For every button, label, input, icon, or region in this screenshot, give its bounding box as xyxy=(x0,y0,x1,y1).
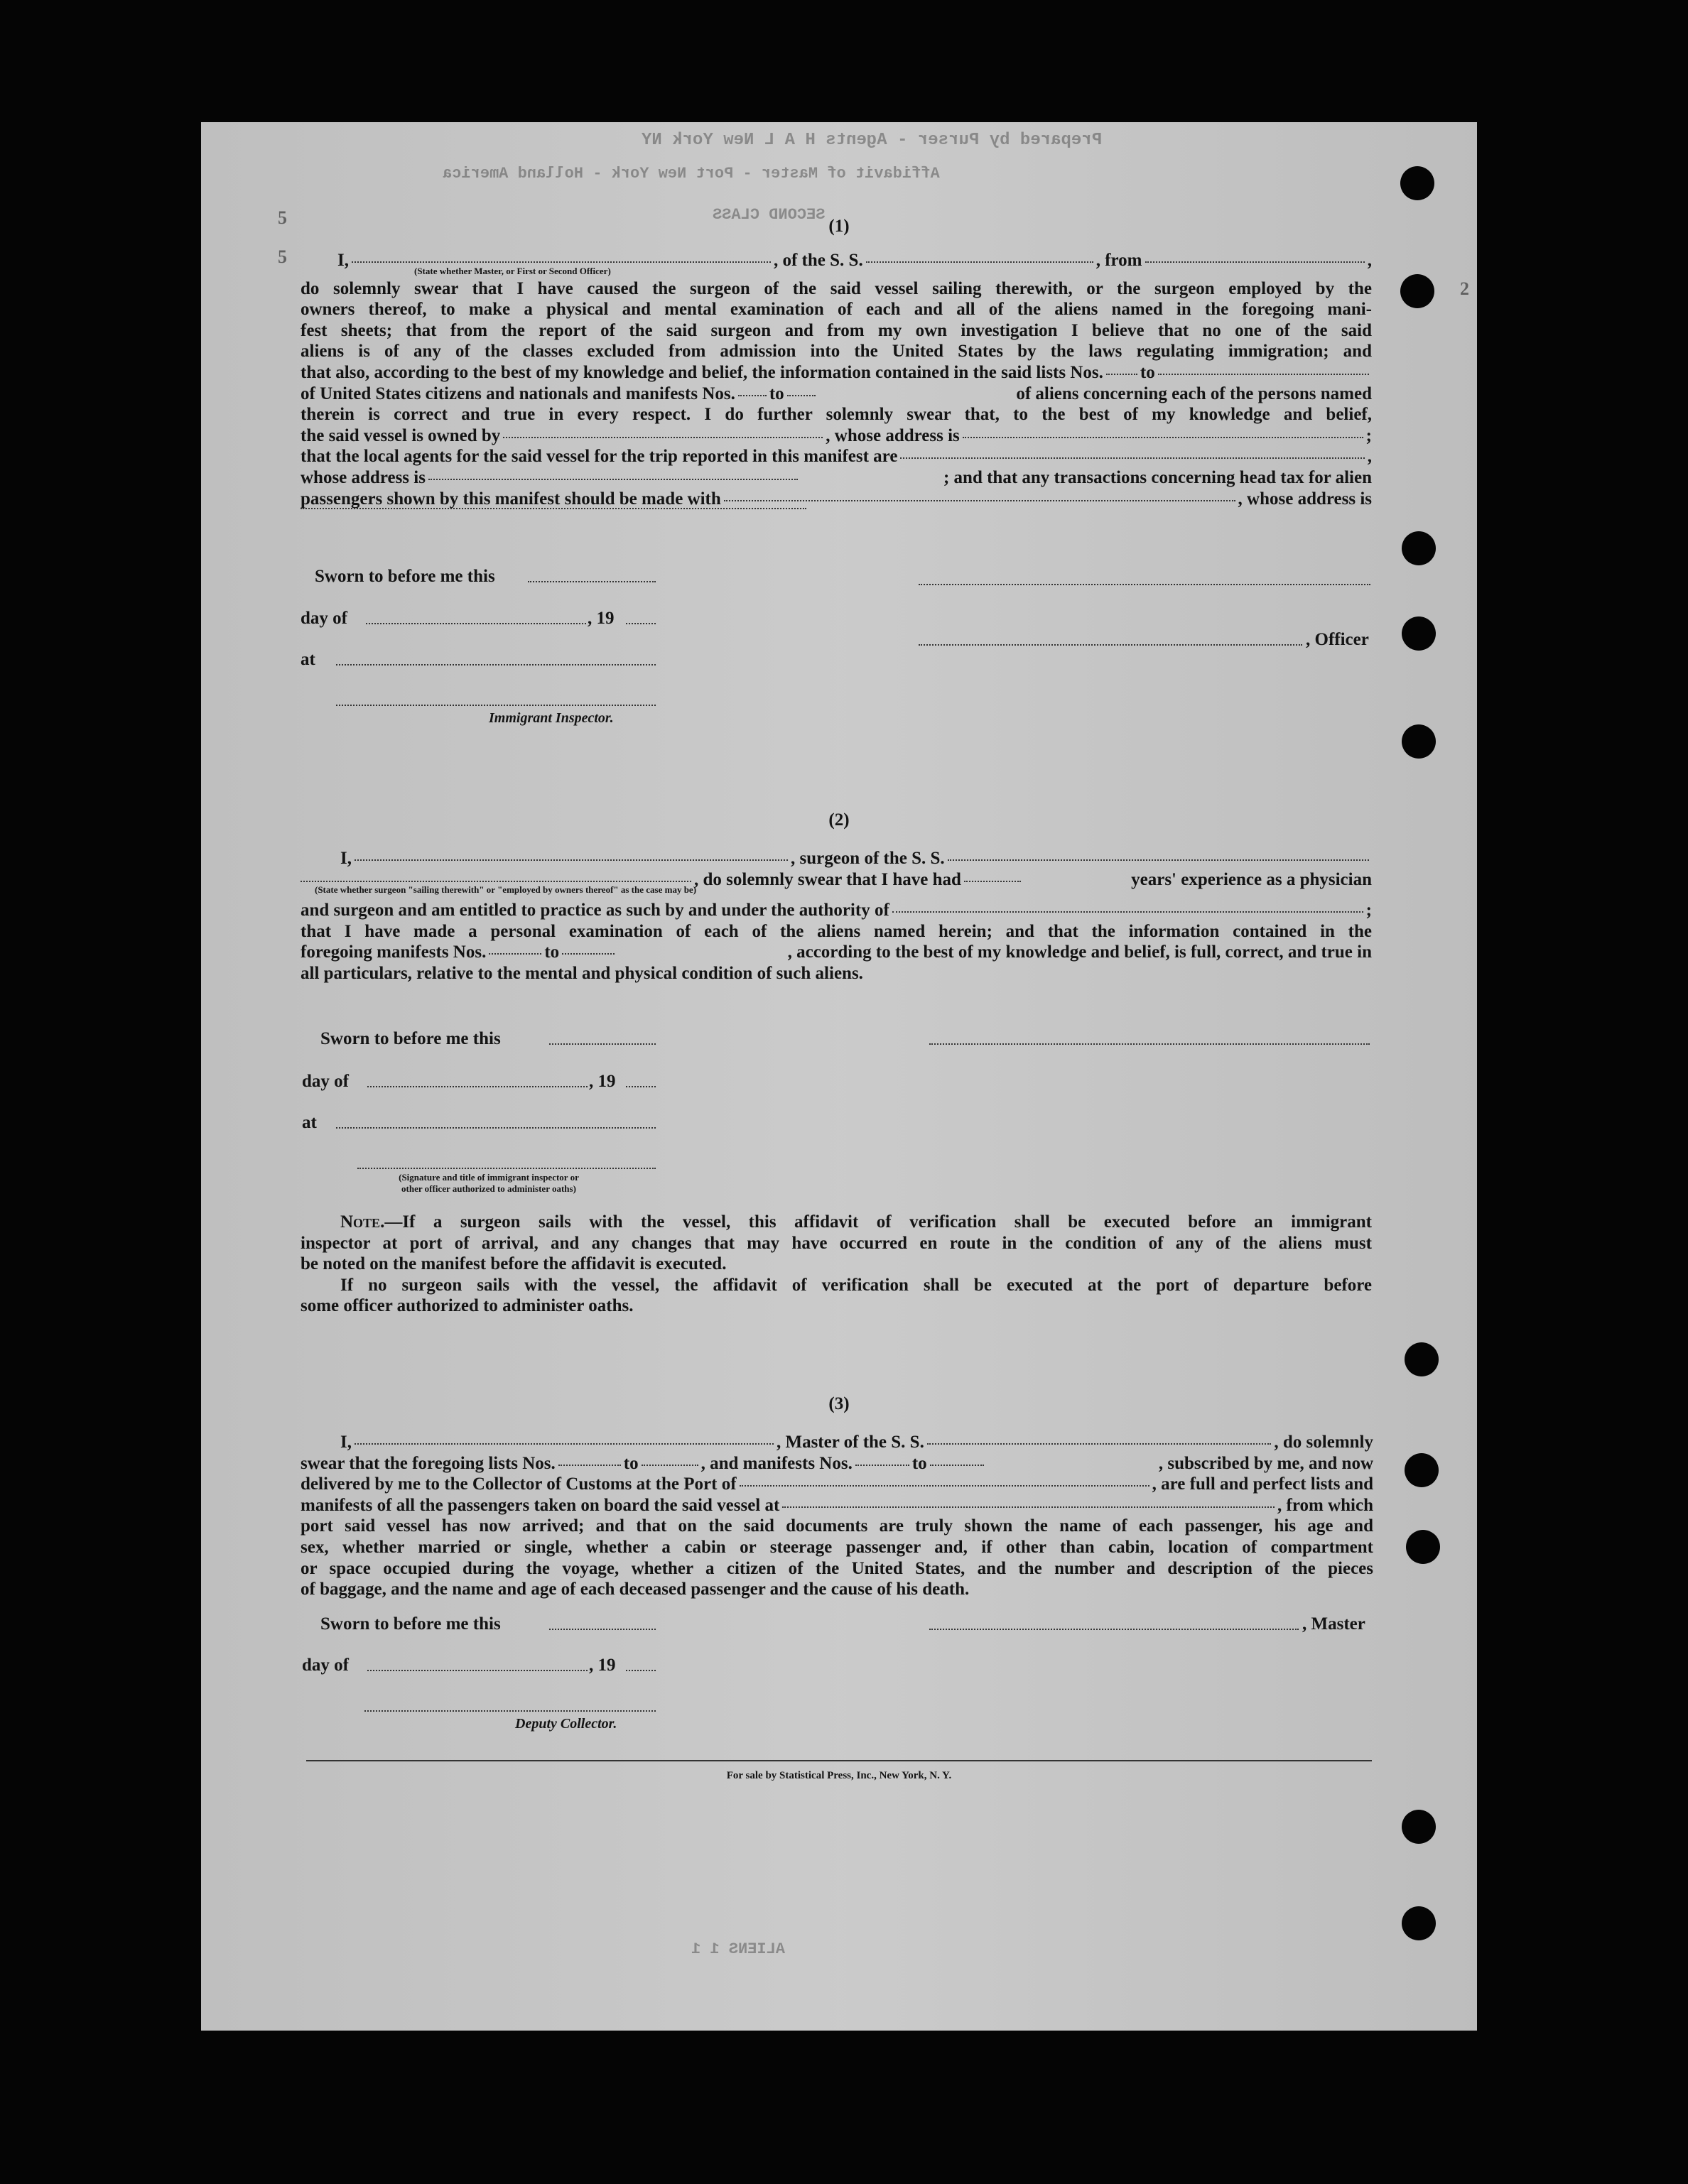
section2-heading: (2) xyxy=(828,810,850,830)
punch-hole xyxy=(1405,1453,1439,1487)
section1-sworn-label: Sworn to before me this xyxy=(315,567,495,586)
text-foregoing-manifests: foregoing manifests Nos. xyxy=(301,942,487,962)
footer-rule xyxy=(306,1760,1372,1761)
section1-para-line: owners thereof, to make a physical and mental examination of each and all of the aliens named in the foregoing mani- xyxy=(301,300,1372,320)
master-name-field[interactable] xyxy=(355,1442,774,1445)
section1-year-field[interactable] xyxy=(626,623,656,624)
section2-sig-hint-2: other officer authorized to administer oaths) xyxy=(401,1183,576,1194)
text-head-tax: ; and that any transactions concerning head tax for alien xyxy=(943,467,1372,487)
manifests-from-field[interactable] xyxy=(738,393,767,396)
punch-hole xyxy=(1400,274,1434,308)
punch-hole xyxy=(1402,1810,1436,1844)
stamp-left-partial: 2 xyxy=(1460,278,1469,299)
section1-text xyxy=(301,250,1372,523)
surgeon-type-field[interactable] xyxy=(301,879,691,882)
years-experience-field[interactable] xyxy=(964,879,1021,882)
section3-para-line: of baggage, and the name and age of each deceased passenger and the cause of his death. xyxy=(301,1580,970,1599)
note-line: be noted on the manifest before the affidavit is executed. xyxy=(301,1254,727,1274)
section1-line10 xyxy=(301,446,1372,467)
master-lists-to-field[interactable] xyxy=(642,1463,698,1466)
section1-para-line: therein is correct and true in every respect. I do further solemnly swear that, to the best of my knowledge and belief, xyxy=(301,405,1372,425)
note-label: Note. xyxy=(340,1212,385,1232)
text-local-agents: that the local agents for the said vessel for the trip reported in this manifest are xyxy=(301,447,898,467)
section1-para-line: aliens is of any of the classes excluded from admission into the United States by the laws regulating immigration; and xyxy=(301,342,1372,362)
text-subscribed: , subscribed by me, and now xyxy=(1158,1453,1373,1473)
text-owned-by: the said vessel is owned by xyxy=(301,425,501,445)
section3-master-signature[interactable] xyxy=(929,1629,1299,1630)
master-vessel-field[interactable] xyxy=(927,1442,1272,1445)
section3-line2 xyxy=(301,1453,1373,1474)
section3-para-line: sex, whether married or single, whether a cabin or steerage passenger and, if other than cabin, location of compartment xyxy=(301,1537,1373,1557)
text-master-of-ss: , Master of the S. S. xyxy=(776,1433,924,1452)
section1-line9 xyxy=(301,425,1372,447)
punch-hole xyxy=(1402,1906,1436,1940)
text-whose-address: , whose address is xyxy=(1238,489,1372,509)
section3-year-label: , 19 xyxy=(589,1656,616,1675)
text-aliens-concerning: of aliens concerning each of the persons named xyxy=(1016,384,1372,403)
note-line: inspector at port of arrival, and any changes that may have occurred en route in the condition of any of the aliens must xyxy=(301,1233,1372,1253)
section2-para-line: that I have made a personal examination of each of the aliens named herein; and that the information contained in the xyxy=(301,921,1372,941)
text-whose-address: , whose address is xyxy=(826,425,960,445)
note-line: some officer authorized to administer oaths. xyxy=(301,1296,634,1316)
text-years-experience: years' experience as a physician xyxy=(1131,869,1372,889)
manifest-page xyxy=(201,122,1477,2031)
section3-collector-signature[interactable] xyxy=(364,1710,656,1712)
section3-para-line: or space occupied during the voyage, whether a citizen of the United States, and the number and description of the pieces xyxy=(301,1558,1373,1578)
port-field[interactable] xyxy=(740,1484,1149,1487)
stamp-top-line: Prepared by Purser - Agents H A L New York NY xyxy=(642,131,1103,150)
note-line: If no surgeon sails with the vessel, the affidavit of verification shall be executed at the port of departure before xyxy=(340,1275,1372,1295)
section3-sworn-label: Sworn to before me this xyxy=(320,1614,501,1634)
text-made-with: passengers shown by this manifest should be made with xyxy=(301,489,721,509)
text-to: to xyxy=(911,1453,927,1473)
punch-hole xyxy=(1400,166,1434,200)
section3-master-label: , Master xyxy=(1302,1614,1365,1634)
section1-line7 xyxy=(301,384,1372,405)
section3-text xyxy=(301,1432,1373,1600)
officer-hint: (State whether Master, or First or Second Officer) xyxy=(414,265,611,276)
surgeon-vessel-field[interactable] xyxy=(948,858,1369,861)
master-lists-from-field[interactable] xyxy=(558,1463,621,1466)
section2-day-label: day of xyxy=(302,1072,349,1091)
text-manifests-nos: of United States citizens and nationals and manifests Nos. xyxy=(301,384,735,403)
text-lists-nos: that also, according to the best of my knowledge and belief, the information contained in the said lists Nos. xyxy=(301,362,1103,382)
surgeon-manifests-to-field[interactable] xyxy=(562,952,615,955)
section1-officer-label: , Officer xyxy=(1306,630,1369,649)
section2-year-label: , 19 xyxy=(589,1072,616,1091)
text-from-which: , from which xyxy=(1277,1495,1373,1515)
text-taken-on-board: manifests of all the passengers taken on board the said vessel at xyxy=(301,1495,780,1515)
section1-line13 xyxy=(301,509,1372,523)
head-tax-party-field[interactable] xyxy=(724,499,1235,501)
stamp-bottom: ALIENS 1 1 xyxy=(691,1940,786,1958)
text-semicolon: ; xyxy=(1365,901,1372,920)
local-agents-field[interactable] xyxy=(900,456,1364,459)
text-of-ss: , of the S. S. xyxy=(773,251,863,270)
owner-address-field[interactable] xyxy=(963,435,1363,438)
section1-line6 xyxy=(301,362,1372,384)
section1-day-field[interactable] xyxy=(366,623,586,624)
stamp-mid-right: 5 xyxy=(278,246,287,267)
lists-to-field[interactable] xyxy=(1158,372,1369,375)
from-port-field[interactable] xyxy=(1145,260,1365,263)
text-semicolon: ; xyxy=(1365,425,1372,445)
section2-sworn-field[interactable] xyxy=(549,1043,656,1045)
text-whose-address: whose address is xyxy=(301,467,426,487)
text-full-correct: , according to the best of my knowledge and belief, is full, correct, and true in xyxy=(787,942,1372,962)
section2-line5 xyxy=(301,942,1372,963)
section3-day-field[interactable] xyxy=(367,1670,588,1671)
text-to: to xyxy=(544,942,560,962)
surgeon-manifests-from-field[interactable] xyxy=(489,952,541,955)
manifests-to-field[interactable] xyxy=(787,393,816,396)
vessel-name-field[interactable] xyxy=(866,260,1093,263)
section3-line3 xyxy=(301,1474,1373,1495)
punch-hole xyxy=(1405,1342,1439,1376)
section1-line11 xyxy=(301,467,1372,489)
section2-surgeon-signature[interactable] xyxy=(929,1043,1370,1045)
section1-sworn-field[interactable] xyxy=(528,581,656,582)
text-to: to xyxy=(769,384,784,403)
section2-text xyxy=(301,848,1372,984)
punch-hole xyxy=(1402,724,1436,759)
section1-para-line: fest sheets; that from the report of the said surgeon and from my own investigation I believe that no one of the said xyxy=(301,320,1372,340)
section1-at-field[interactable] xyxy=(336,664,656,665)
punch-hole xyxy=(1402,616,1436,651)
note-line1 xyxy=(301,1212,1372,1233)
text-to: to xyxy=(1140,362,1155,382)
section3-year-field[interactable] xyxy=(626,1670,656,1671)
section1-inspector-label: Immigrant Inspector. xyxy=(489,710,614,726)
section2-inspector-signature[interactable] xyxy=(357,1168,656,1169)
text-from: , from xyxy=(1095,251,1142,270)
section1-day-label: day of xyxy=(301,609,347,628)
text-I: I, xyxy=(337,251,349,270)
section1-at-label: at xyxy=(301,650,315,669)
section2-sig-hint-1: (Signature and title of immigrant inspector or xyxy=(399,1172,579,1183)
text-solemnly-swear: , do solemnly swear that I have had xyxy=(694,869,961,889)
text-to: to xyxy=(623,1453,639,1473)
section3-line4 xyxy=(301,1495,1373,1516)
text-collector-of-customs: delivered by me to the Collector of Customs at the Port of xyxy=(301,1474,737,1494)
stamp-third-line: SECOND CLASS xyxy=(713,206,826,224)
section3-line1 xyxy=(301,1432,1373,1453)
section3-sworn-field[interactable] xyxy=(549,1629,656,1630)
embarkation-port-field[interactable] xyxy=(782,1505,1275,1508)
section3-para-line: port said vessel has now arrived; and that on the said documents are truly shown the name of each passenger, his age and xyxy=(301,1516,1373,1536)
note-block xyxy=(301,1212,1372,1317)
section2-para-line: all particulars, relative to the mental and physical condition of such aliens. xyxy=(301,963,863,983)
text-foregoing-lists: swear that the foregoing lists Nos. xyxy=(301,1453,556,1473)
punch-hole xyxy=(1406,1530,1440,1564)
section2-line1 xyxy=(301,848,1372,869)
text-full-and-perfect: , are full and perfect lists and xyxy=(1152,1474,1373,1494)
section2-day-field[interactable] xyxy=(367,1086,588,1087)
section1-inspector-signature[interactable] xyxy=(336,705,656,706)
section2-line3 xyxy=(301,900,1372,921)
master-manifests-from-field[interactable] xyxy=(855,1463,909,1466)
lists-from-field[interactable] xyxy=(1106,372,1137,375)
stamp-mid-left: 5 xyxy=(278,207,287,228)
text-I: I, xyxy=(340,1433,352,1452)
surgeon-hint: (State whether surgeon "sailing therewith" or "employed by owners thereof" as the case may be) xyxy=(315,884,697,896)
footer-publisher: For sale by Statistical Press, Inc., New York, N. Y. xyxy=(726,1770,952,1781)
text-do-solemnly: , do solemnly xyxy=(1274,1433,1373,1452)
section1-officer-signature[interactable] xyxy=(919,644,1302,646)
section3-day-label: day of xyxy=(302,1656,349,1675)
section2-sworn-label: Sworn to before me this xyxy=(320,1029,501,1048)
text-I: I, xyxy=(340,849,352,868)
section1-year-label: , 19 xyxy=(588,609,615,628)
text-comma: , xyxy=(1367,447,1372,467)
text-authority: and surgeon and am entitled to practice as such by and under the authority of xyxy=(301,901,889,920)
section1-para-line: do solemnly swear that I have caused the surgeon of the said vessel sailing therewith, or the surgeon employed by the xyxy=(301,278,1372,298)
section1-heading: (1) xyxy=(828,217,850,236)
surgeon-name-field[interactable] xyxy=(355,858,788,861)
agents-address-field[interactable] xyxy=(428,477,798,480)
note-text: —If a surgeon sails with the vessel, this affidavit of verification shall be executed before an immigrant xyxy=(384,1212,1372,1232)
owner-field[interactable] xyxy=(503,435,823,438)
punch-hole xyxy=(1402,531,1436,565)
text-comma: , xyxy=(1367,251,1372,270)
section2-at-field[interactable] xyxy=(336,1127,656,1129)
section2-year-field[interactable] xyxy=(626,1086,656,1087)
text-and-manifests: , and manifests Nos. xyxy=(700,1453,853,1473)
stamp-second-line: Affidavit of Master - Port New York - Holland America xyxy=(443,165,940,183)
section3-heading: (3) xyxy=(828,1394,850,1413)
text-surgeon-of-ss: , surgeon of the S. S. xyxy=(790,849,945,868)
section3-collector-label: Deputy Collector. xyxy=(515,1716,617,1732)
section2-at-label: at xyxy=(302,1113,317,1132)
authority-field[interactable] xyxy=(892,910,1363,913)
section1-officer-signature-top[interactable] xyxy=(919,584,1370,585)
master-manifests-to-field[interactable] xyxy=(930,1463,984,1466)
officer-name-field[interactable] xyxy=(352,260,771,263)
head-tax-address-field[interactable] xyxy=(301,506,806,509)
